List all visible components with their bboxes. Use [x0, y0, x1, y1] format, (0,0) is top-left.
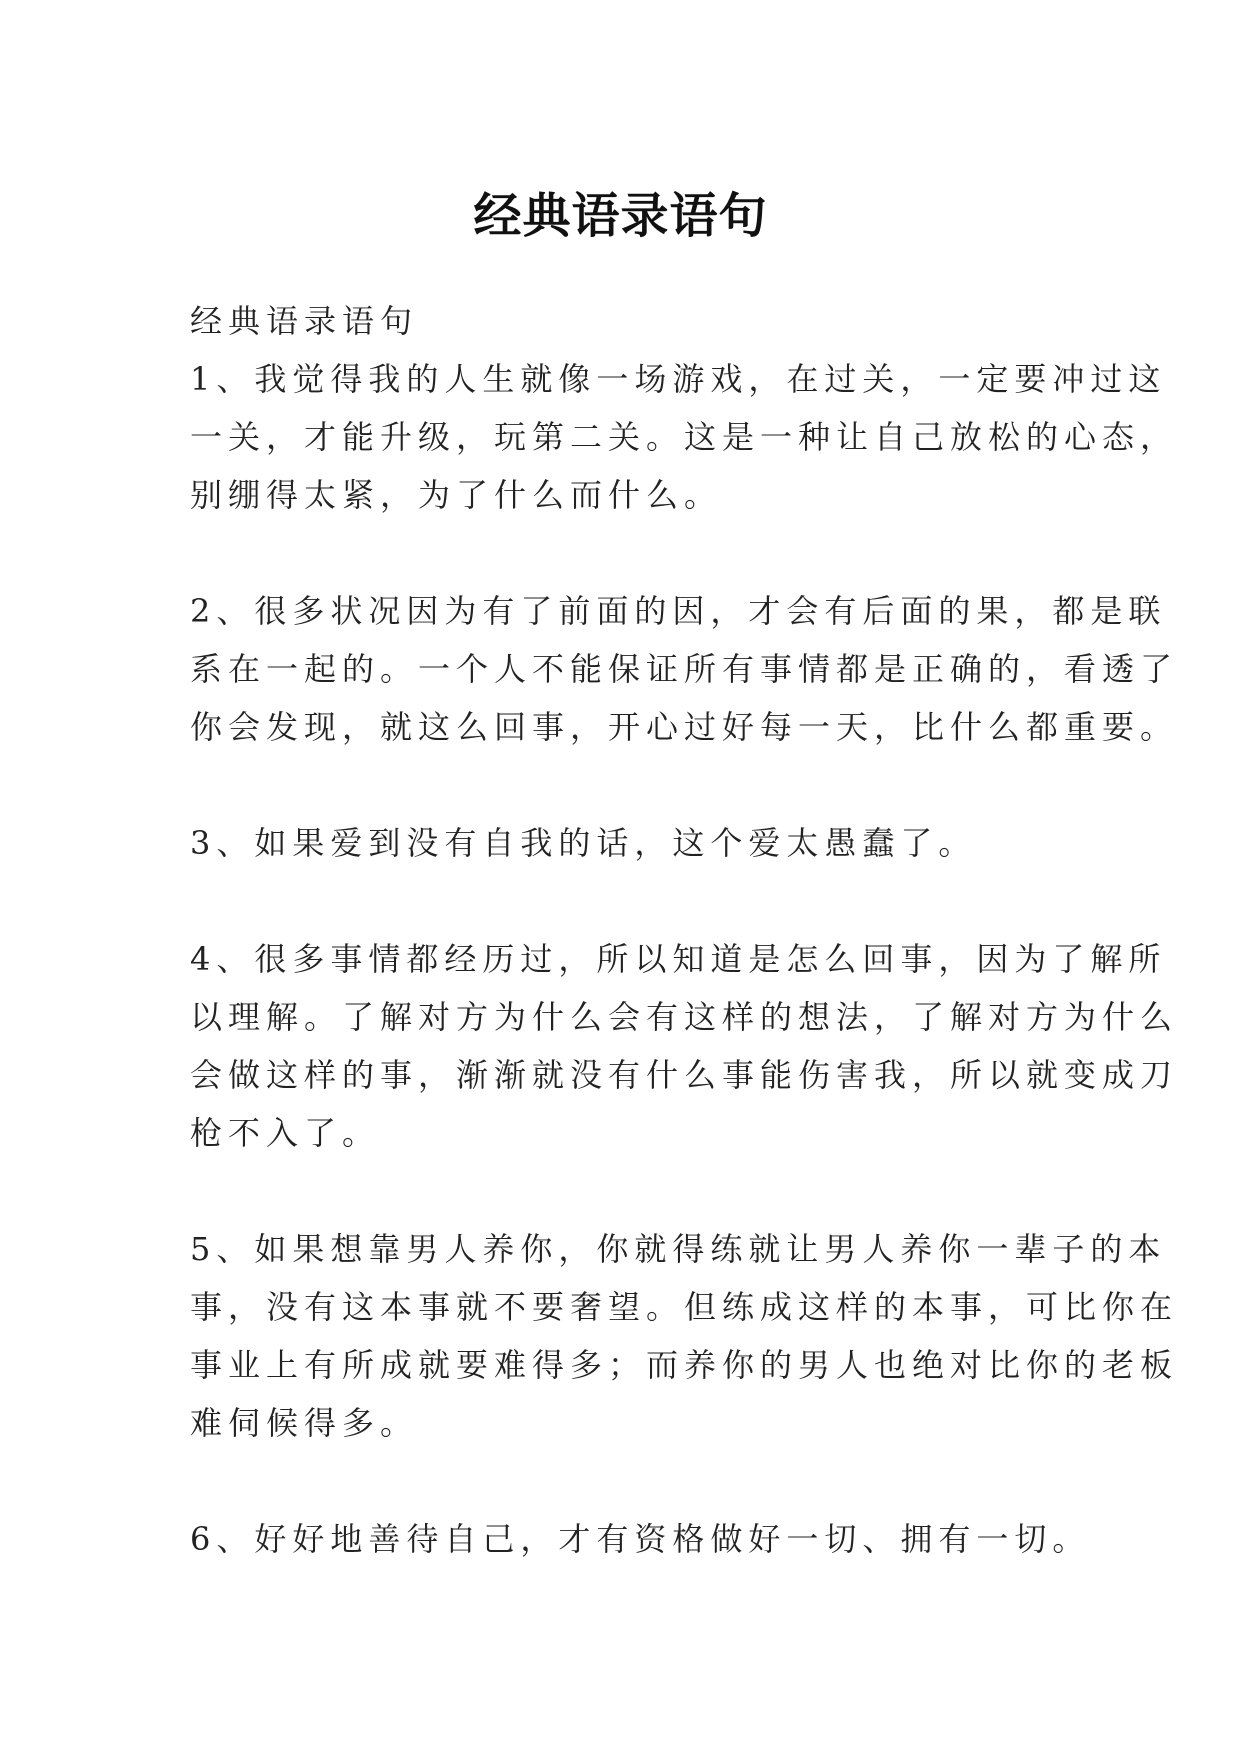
quote-paragraph-2	[190, 582, 1179, 756]
quote-line: 2、很多状况因为有了前面的因，才会有后面的果，都是联	[190, 592, 1167, 630]
quote-line: 别绷得太紧，为了什么而什么。	[190, 476, 723, 514]
quote-paragraph-5	[190, 1220, 1179, 1452]
quote-line: 会做这样的事，渐渐就没有什么事能伤害我，所以就变成刀	[190, 1056, 1179, 1094]
quote-line: 系在一起的。一个人不能保证所有事情都是正确的，看透了	[190, 650, 1179, 688]
document-subheading: 经典语录语句	[190, 302, 419, 340]
quote-line: 以理解。了解对方为什么会有这样的想法，了解对方为什么	[190, 998, 1179, 1036]
quote-line: 事业上有所成就要难得多；而养你的男人也绝对比你的老板	[190, 1346, 1179, 1384]
quote-line: 1、我觉得我的人生就像一场游戏，在过关，一定要冲过这	[190, 360, 1167, 398]
quote-paragraph-3	[190, 814, 1070, 872]
quote-line: 6、好好地善待自己，才有资格做好一切、拥有一切。	[190, 1520, 1091, 1558]
quote-line: 一关，才能升级，玩第二关。这是一种让自己放松的心态，	[190, 418, 1179, 456]
quote-line: 难伺候得多。	[190, 1404, 419, 1442]
document-title: 经典语录语句	[473, 188, 768, 245]
quote-line: 3、如果爱到没有自我的话，这个爱太愚蠢了。	[190, 824, 977, 862]
quote-line: 你会发现，就这么回事，开心过好每一天，比什么都重要。	[190, 708, 1179, 746]
quote-line: 枪不入了。	[190, 1114, 381, 1152]
document-body	[190, 292, 1179, 1626]
quote-line: 事，没有这本事就不要奢望。但练成这样的本事，可比你在	[190, 1288, 1179, 1326]
quote-line: 4、很多事情都经历过，所以知道是怎么回事，因为了解所	[190, 940, 1167, 978]
quote-paragraph-6	[190, 1510, 1091, 1568]
quote-line: 5、如果想靠男人养你，你就得练就让男人养你一辈子的本	[190, 1230, 1167, 1268]
quote-paragraph-4	[190, 930, 1179, 1162]
quote-paragraph-1	[190, 350, 1179, 524]
